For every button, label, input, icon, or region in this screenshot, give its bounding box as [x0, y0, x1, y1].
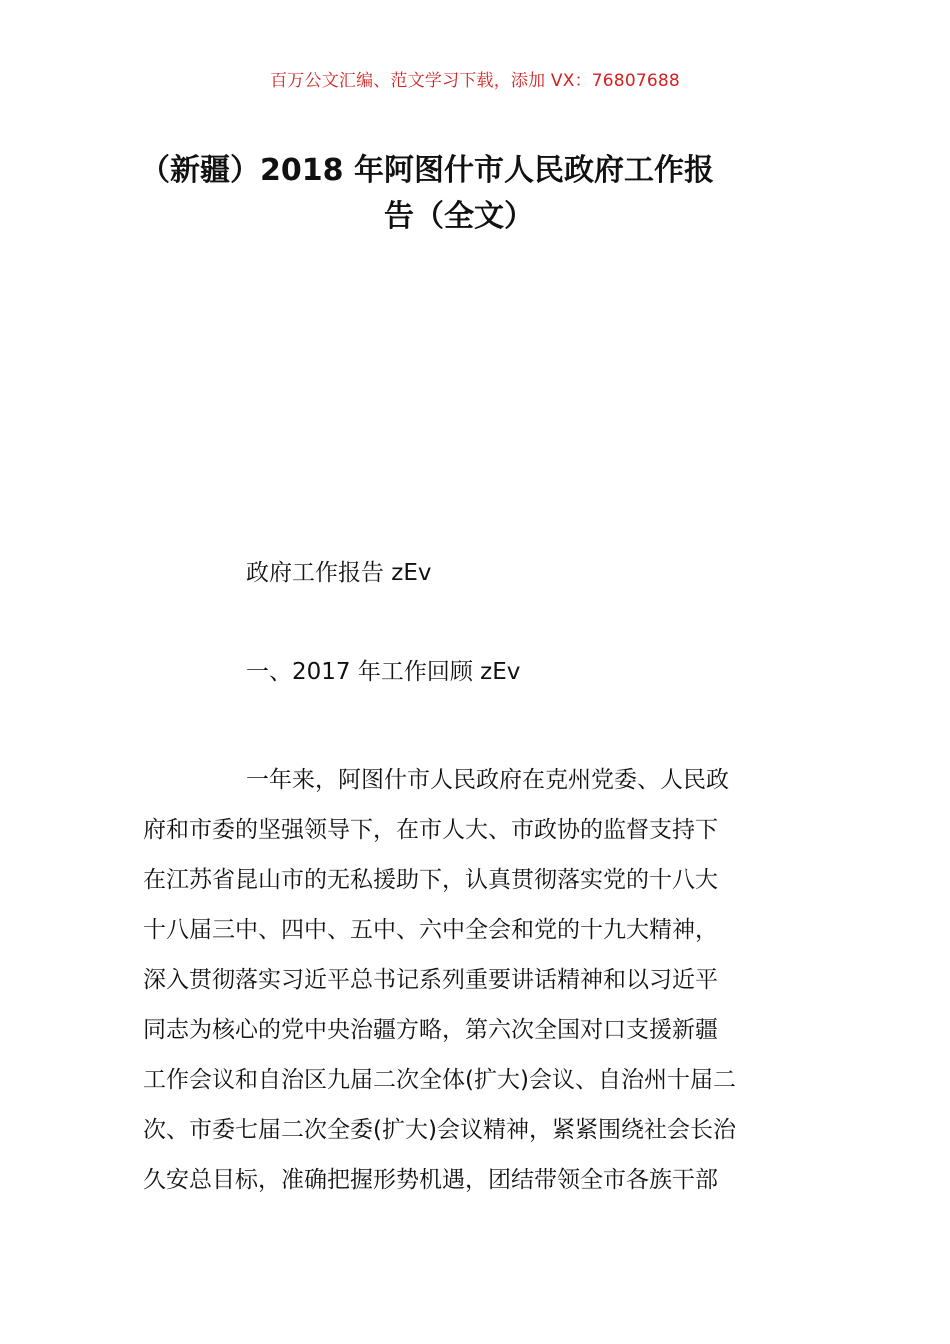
paragraph-line: 久安总目标，准确把握形势机遇，团结带领全市各族干部: [143, 1167, 718, 1193]
paragraph-line: 府和市委的坚强领导下，在市人大、市政协的监督支持下: [143, 817, 718, 843]
paragraph-line: 十八届三中、四中、五中、六中全会和党的十九大精神，: [143, 917, 718, 943]
document-title-line-1: （新疆）2018 年阿图什市人民政府工作报: [140, 153, 714, 188]
report-heading: 政府工作报告 zEv: [246, 560, 432, 586]
paragraph-line: 工作会议和自治区九届二次全体(扩大)会议、自治州十届二: [143, 1067, 736, 1093]
document-title: [140, 148, 810, 240]
section-heading-review: 一、2017 年工作回顾 zEv: [246, 659, 521, 685]
promo-banner: 百万公文汇编、范文学习下载，添加 VX：76807688: [270, 71, 680, 91]
paragraph-line: 深入贯彻落实习近平总书记系列重要讲话精神和以习近平: [143, 967, 718, 993]
paragraph-line: 同志为核心的党中央治疆方略，第六次全国对口支援新疆: [143, 1017, 718, 1043]
document-title-line-2: 告（全文）: [384, 199, 534, 234]
paragraph-line: 次、市委七届二次全委(扩大)会议精神，紧紧围绕社会长治: [143, 1117, 736, 1143]
body-paragraph: [143, 755, 811, 1205]
paragraph-line: 一年来，阿图什市人民政府在克州党委、人民政: [246, 767, 729, 793]
paragraph-line: 在江苏省昆山市的无私援助下，认真贯彻落实党的十八大: [143, 867, 718, 893]
